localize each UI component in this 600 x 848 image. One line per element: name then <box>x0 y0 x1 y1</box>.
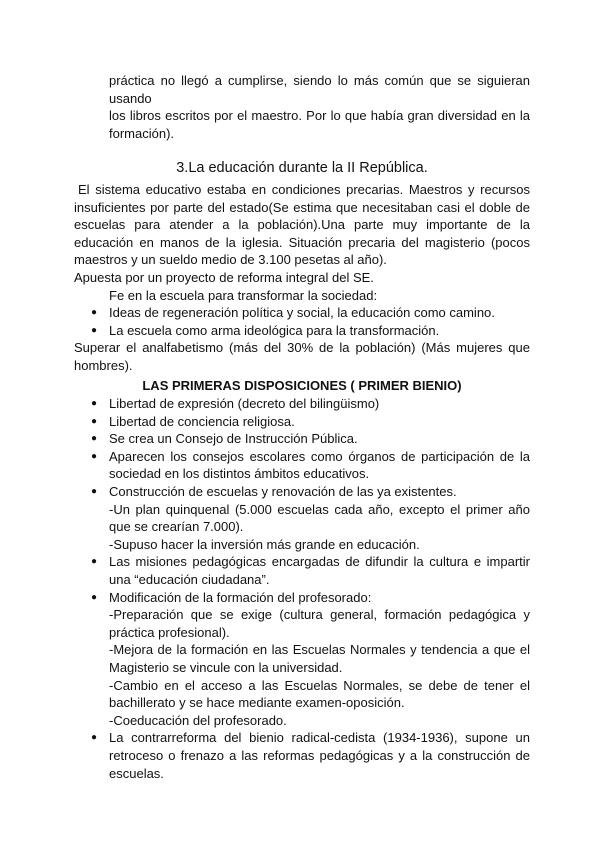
bullet-icon: ● <box>91 307 98 319</box>
list-item-text: La contrarreforma del bienio radical-cedista (1934-1936), supone un retroceso o frenazo a las reformas pedagógicas y a la construcción de escuelas. <box>109 730 530 781</box>
apuesta-line: Apuesta por un proyecto de reforma integral del SE. <box>74 269 374 285</box>
list-item <box>74 413 530 431</box>
list-subitem: -Mejora de la formación en las Escuelas Normales y tendencia a que el Magisterio se vincule con la universidad. <box>109 642 530 675</box>
page-content <box>74 72 530 782</box>
bullet-icon: ● <box>91 398 98 410</box>
list-subitem: -Preparación que se exige (cultura general, formación pedagógica y práctica profesional). <box>109 607 530 640</box>
bullet-icon: ● <box>91 324 98 336</box>
bullet-icon: ● <box>91 556 98 568</box>
disposiciones-heading: LAS PRIMERAS DISPOSICIONES ( PRIMER BIENIO) <box>142 377 462 393</box>
disposiciones-list <box>74 395 530 782</box>
intro-line: práctica no llegó a cumplirse, siendo lo más común que se siguieran usando <box>109 73 530 106</box>
list-item-text: Ideas de regeneración política y social, la educación como camino. <box>109 305 495 321</box>
list-item-text: Libertad de conciencia religiosa. <box>109 413 295 429</box>
list-item <box>74 322 530 340</box>
list-item-text: Aparecen los consejos escolares como órganos de participación de la sociedad en los distintos ámbitos educativos. <box>109 448 530 482</box>
list-subitem: -Cambio en el acceso a las Escuelas Normales, se debe de tener el bachillerato y se hace mediante examen-oposición. <box>109 677 530 711</box>
fe-bullet-list <box>74 304 530 339</box>
intro-line: los libros escritos por el maestro. Por lo que había gran diversidad en la <box>109 108 530 124</box>
bullet-icon: ● <box>91 486 98 498</box>
list-subitem: -Un plan quinquenal (5.000 escuelas cada año, excepto el primer año que se crearían 7.000). <box>109 501 530 535</box>
intro-line: formación). <box>109 125 175 141</box>
list-subitem: -Supuso hacer la inversión más grande en educación. <box>109 536 420 552</box>
list-item <box>74 483 530 553</box>
bullet-icon: ● <box>91 732 98 744</box>
superar-paragraph: Superar el analfabetismo (más del 30% de la población) (Más mujeres que hombres). <box>74 340 530 373</box>
list-item <box>74 729 530 782</box>
fe-line: Fe en la escuela para transformar la sociedad: <box>109 287 378 303</box>
list-item <box>74 304 530 322</box>
list-item-text: Se crea un Consejo de Instrucción Pública. <box>109 431 358 447</box>
bullet-icon: ● <box>91 450 98 462</box>
list-item-text: Modificación de la formación del profesorado: <box>109 589 372 605</box>
list-item <box>74 430 530 448</box>
section-paragraph: El sistema educativo estaba en condiciones precarias. Maestros y recursos insuficientes por parte del estado(Se estima que necesitaban casi el doble de escuelas para atender a la población).Una parte muy importante de la educación en manos de la iglesia. Situación precaria del magisterio (pocos maestros y un sueldo medio de 3.100 pesetas al año). <box>74 181 530 268</box>
list-item <box>74 395 530 413</box>
list-item <box>74 553 530 588</box>
list-item-text: Libertad de expresión (decreto del bilingüismo) <box>109 396 380 412</box>
list-subitem: -Coeducación del profesorado. <box>109 712 287 728</box>
list-item-text: Las misiones pedagógicas encargadas de difundir la cultura e impartir una “educación ciudadana”. <box>109 554 530 588</box>
bullet-icon: ● <box>91 415 98 427</box>
section-title: 3.La educación durante la II República. <box>176 160 428 177</box>
bullet-icon: ● <box>91 433 98 445</box>
list-item <box>74 448 530 483</box>
intro-block <box>74 72 530 142</box>
list-item-text: La escuela como arma ideológica para la transformación. <box>109 322 440 338</box>
bullet-icon: ● <box>91 591 98 603</box>
list-item-text: Construcción de escuelas y renovación de las ya existentes. <box>109 484 457 500</box>
list-item <box>74 589 530 730</box>
